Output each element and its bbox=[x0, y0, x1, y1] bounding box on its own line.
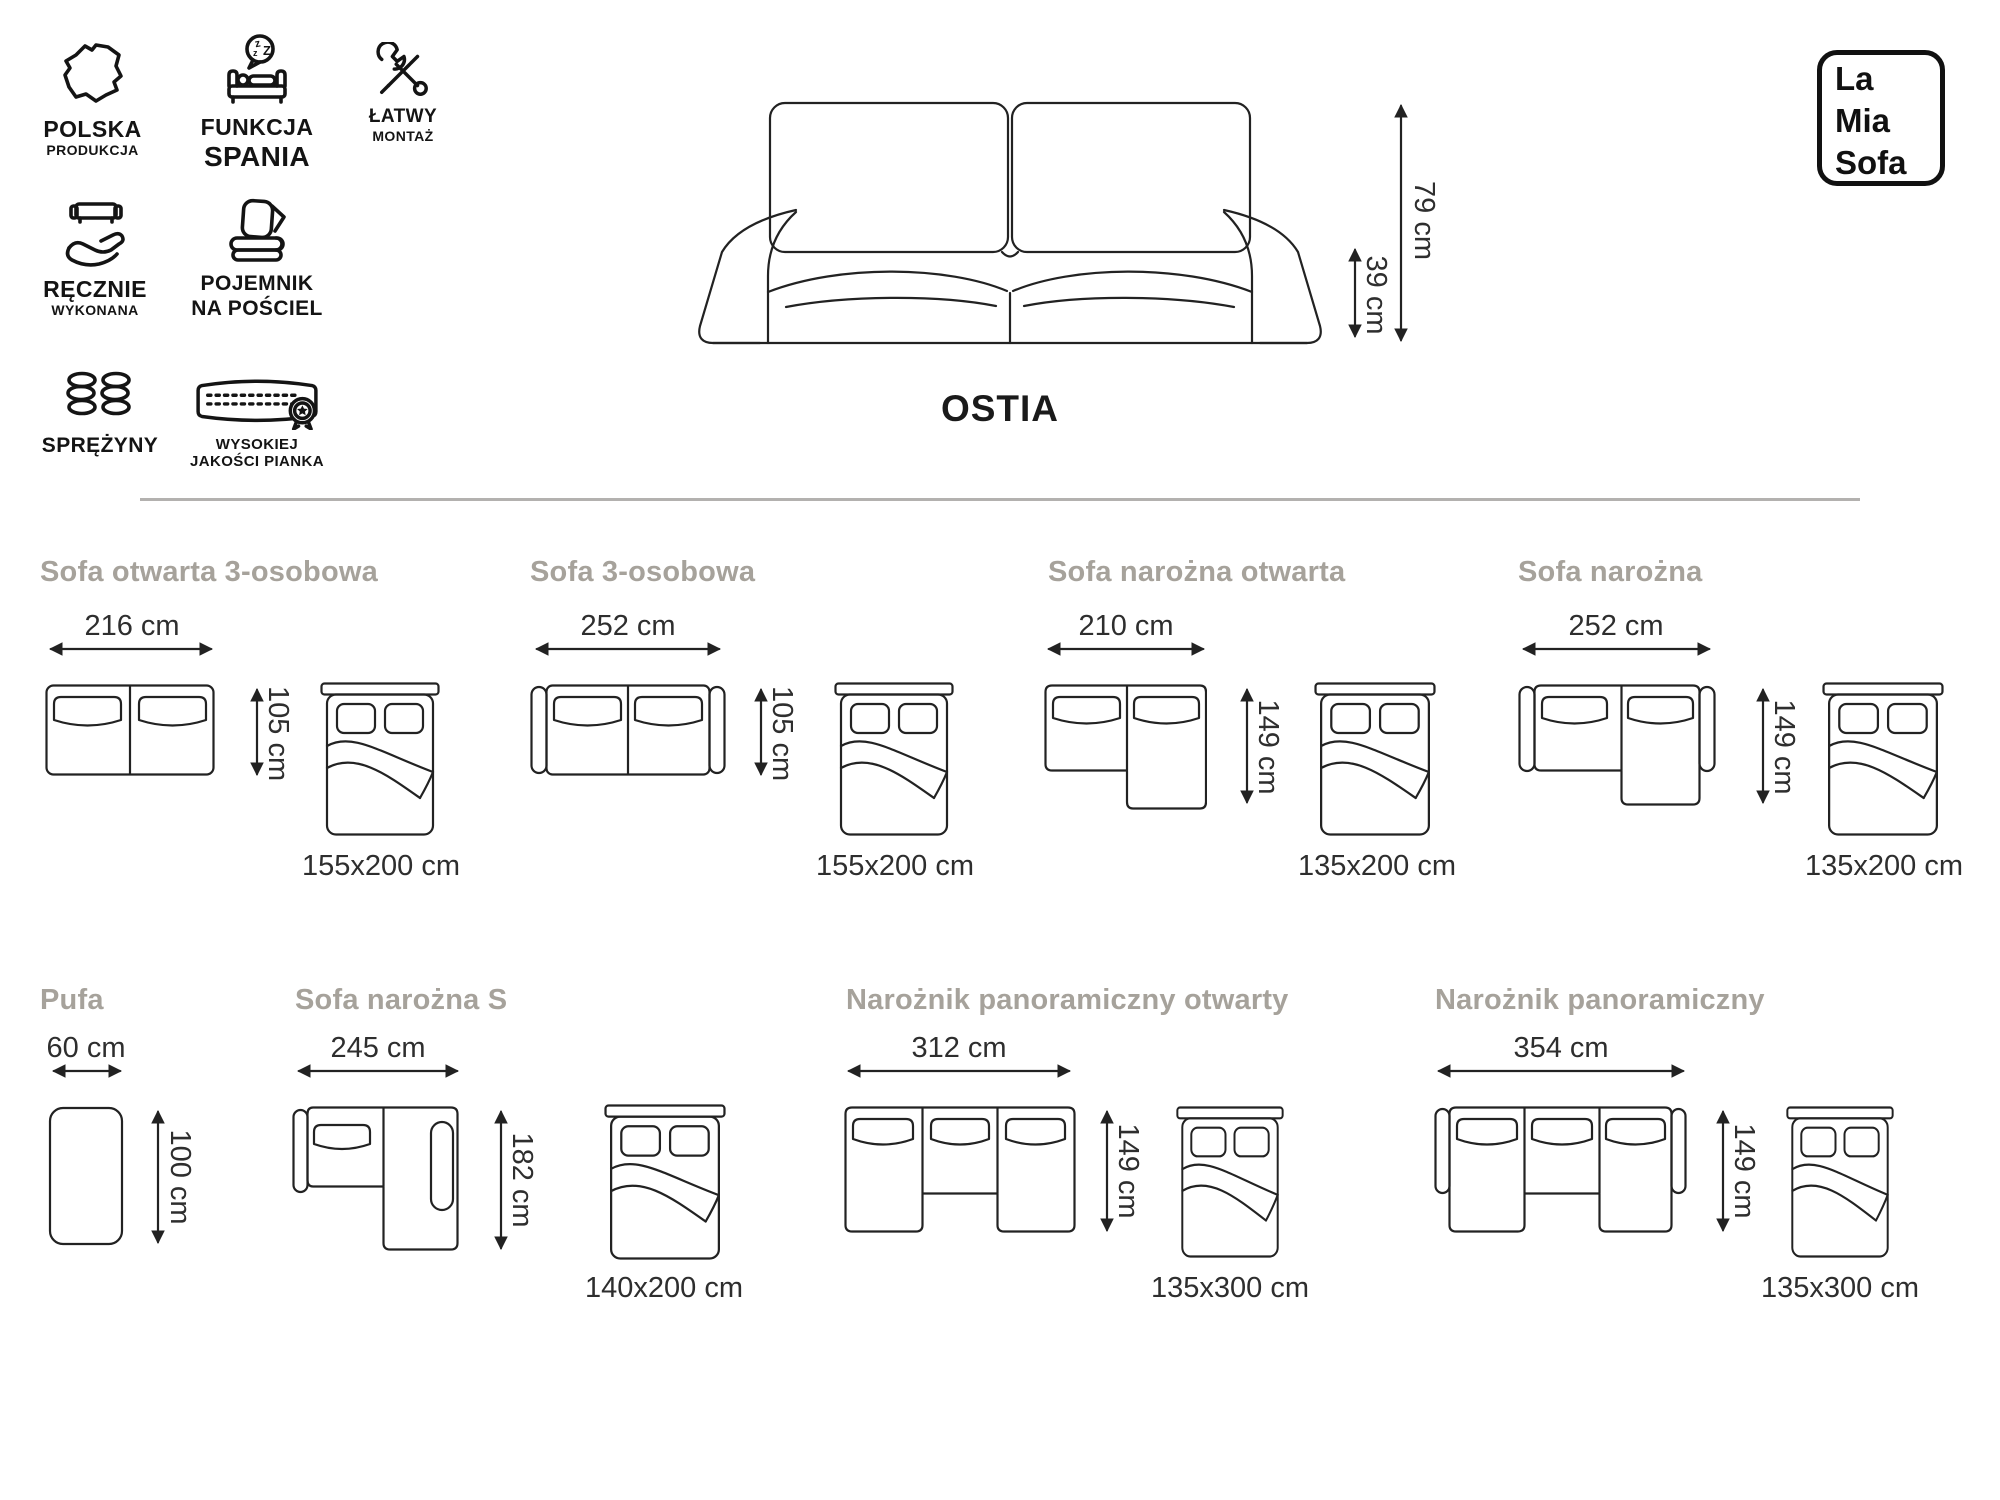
seat-height-label: 39 cm bbox=[1360, 255, 1392, 335]
feature-polska-produkcja bbox=[25, 38, 160, 159]
bed-top-view bbox=[320, 682, 440, 836]
feature-sprezyny bbox=[30, 364, 170, 458]
sofa-top-view bbox=[1044, 684, 1207, 810]
config-width-label: 252 cm bbox=[580, 610, 676, 642]
tools-icon bbox=[374, 42, 432, 100]
feature-label: FUNKCJA bbox=[200, 114, 314, 140]
config-width-label: 312 cm bbox=[911, 1032, 1007, 1064]
bedding-storage-icon bbox=[220, 194, 294, 266]
width-arrow bbox=[1519, 642, 1714, 656]
total-height-label: 79 cm bbox=[1408, 181, 1440, 260]
feature-funkcja-spania bbox=[182, 34, 332, 174]
sleep-function-icon bbox=[219, 34, 295, 108]
feature-pojemnik-na-posciel bbox=[182, 194, 332, 321]
config-title: Sofa narożna bbox=[1518, 556, 1703, 588]
feature-sublabel: NA POŚCIEL bbox=[191, 297, 323, 321]
width-arrow bbox=[1044, 642, 1208, 656]
bed-top-view bbox=[1314, 682, 1436, 836]
poland-map-icon bbox=[57, 38, 129, 110]
feature-sublabel: MONTAŻ bbox=[372, 127, 434, 144]
total-height-arrow bbox=[1394, 102, 1408, 344]
springs-icon bbox=[62, 364, 138, 428]
sofa-top-view bbox=[530, 684, 726, 776]
sofa-top-view bbox=[1518, 684, 1716, 808]
bed-top-view bbox=[834, 682, 954, 836]
config-depth-label: 105 cm bbox=[262, 686, 294, 782]
config-title: Narożnik panoramiczny bbox=[1435, 984, 1765, 1016]
brand-line-2: Mia bbox=[1835, 102, 1891, 139]
width-arrow bbox=[46, 642, 216, 656]
feature-sublabel: JAKOŚCI PIANKA bbox=[190, 453, 324, 471]
width-arrow bbox=[844, 1064, 1074, 1078]
bed-size-label: 135x300 cm bbox=[1761, 1272, 1919, 1304]
svg-text:z: z bbox=[253, 37, 262, 51]
foam-quality-icon bbox=[191, 374, 323, 430]
config-title: Sofa 3-osobowa bbox=[530, 556, 756, 588]
bed-top-view bbox=[1176, 1106, 1284, 1258]
width-arrow bbox=[294, 1064, 462, 1078]
brand-line-1: La bbox=[1835, 60, 1874, 97]
bed-top-view bbox=[1822, 682, 1944, 836]
config-depth-label: 105 cm bbox=[766, 686, 798, 782]
feature-label: POLSKA bbox=[43, 116, 142, 142]
product-name: OSTIA bbox=[940, 388, 1060, 429]
svg-text:z: z bbox=[253, 48, 258, 58]
pouf-top-view bbox=[48, 1106, 124, 1246]
config-width-label: 354 cm bbox=[1513, 1032, 1609, 1064]
feature-wysokiej-jakosci-pianka bbox=[172, 374, 342, 471]
config-depth-label: 149 cm bbox=[1768, 699, 1800, 795]
config-depth-label: 100 cm bbox=[164, 1129, 196, 1225]
bed-size-label: 140x200 cm bbox=[585, 1272, 743, 1304]
feature-sublabel: WYKONANA bbox=[51, 302, 139, 319]
sofa-front-view-drawing bbox=[690, 100, 1330, 346]
sofa-top-view bbox=[844, 1106, 1076, 1233]
section-divider bbox=[140, 498, 1860, 501]
width-arrow bbox=[49, 1064, 125, 1078]
feature-latwy-montaz bbox=[348, 42, 458, 145]
hand-sofa-icon bbox=[59, 196, 131, 270]
feature-label: ŁATWY bbox=[368, 106, 438, 127]
bed-top-view bbox=[1786, 1106, 1894, 1258]
feature-label: POJEMNIK bbox=[200, 272, 314, 295]
bed-size-label: 155x200 cm bbox=[302, 850, 460, 882]
sofa-top-view bbox=[292, 1106, 466, 1252]
config-depth-label: 149 cm bbox=[1112, 1123, 1144, 1219]
width-arrow bbox=[532, 642, 724, 656]
config-width-label: 60 cm bbox=[46, 1032, 126, 1064]
config-title: Sofa narożna S bbox=[295, 984, 508, 1016]
config-title: Narożnik panoramiczny otwarty bbox=[846, 984, 1289, 1016]
config-depth-label: 182 cm bbox=[506, 1132, 538, 1228]
sofa-top-view bbox=[45, 684, 215, 776]
config-width-label: 245 cm bbox=[330, 1032, 426, 1064]
config-title: Sofa otwarta 3-osobowa bbox=[40, 556, 378, 588]
bed-size-label: 135x200 cm bbox=[1298, 850, 1456, 882]
sofa-top-view bbox=[1434, 1106, 1687, 1233]
bed-size-label: 135x200 cm bbox=[1805, 850, 1963, 882]
config-width-label: 252 cm bbox=[1568, 610, 1664, 642]
config-depth-label: 149 cm bbox=[1252, 699, 1284, 795]
config-width-label: 216 cm bbox=[84, 610, 180, 642]
bed-size-label: 135x300 cm bbox=[1151, 1272, 1309, 1304]
brand-line-3: Sofa bbox=[1835, 144, 1907, 181]
feature-label: SPRĘŻYNY bbox=[41, 434, 159, 457]
brand-logo bbox=[1817, 50, 1945, 186]
feature-label: WYSOKIEJ bbox=[215, 436, 299, 453]
feature-recznie-wykonana bbox=[25, 196, 165, 319]
bed-size-label: 155x200 cm bbox=[816, 850, 974, 882]
width-arrow bbox=[1434, 1064, 1688, 1078]
feature-label: RĘCZNIE bbox=[43, 276, 147, 302]
feature-sublabel: PRODUKCJA bbox=[46, 142, 139, 159]
feature-sublabel: SPANIA bbox=[203, 141, 311, 173]
config-title: Pufa bbox=[40, 984, 104, 1016]
config-depth-label: 149 cm bbox=[1728, 1123, 1760, 1219]
config-width-label: 210 cm bbox=[1078, 610, 1174, 642]
config-title: Sofa narożna otwarta bbox=[1048, 556, 1346, 588]
bed-top-view bbox=[604, 1104, 726, 1260]
svg-text:Z: Z bbox=[263, 43, 271, 58]
